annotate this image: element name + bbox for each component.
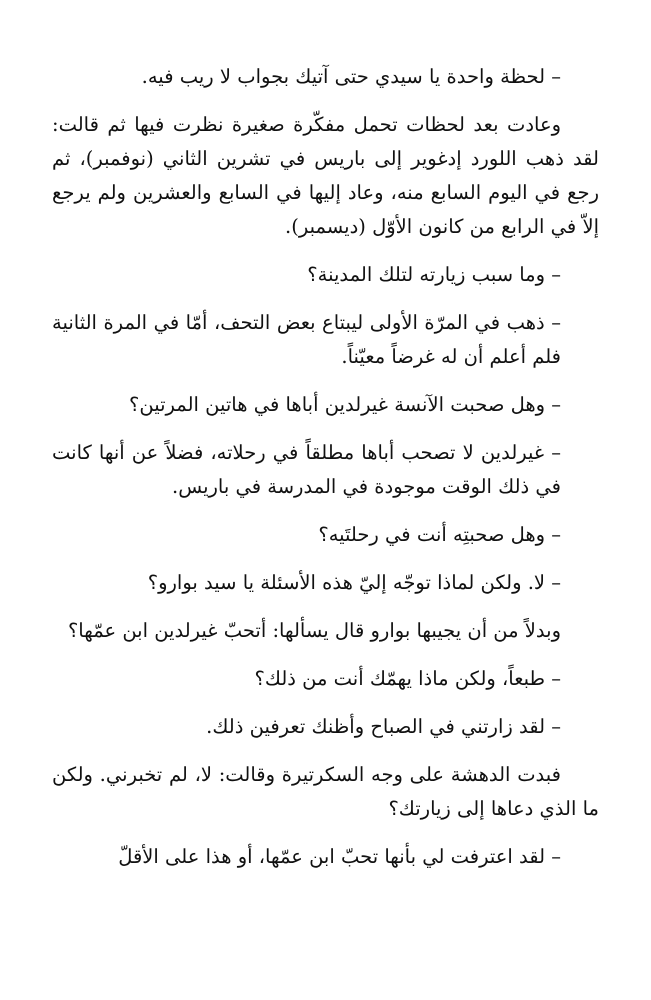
paragraph-dialogue: – وما سبب زيارته لتلك المدينة؟ [307, 263, 561, 286]
paragraph-dialogue: – وهل صحبتِه أنت في رحلتَيه؟ [318, 523, 561, 546]
paragraph-dialogue: – طبعاً، ولكن ماذا يهمّك أنت من ذلك؟ [254, 667, 561, 690]
paragraph-dialogue: – ذهب في المرّة الأولى ليبتاع بعض التحف، أمّا في المرة الثانية فلم أعلم أن له غرضاً معيّناً. [52, 311, 561, 368]
paragraph-dialogue: – غيرلدين لا تصحب أباها مطلقاً في رحلاته، فضلاً عن أنها كانت في ذلك الوقت موجودة في المدرسة في باريس. [52, 441, 561, 498]
paragraph-dialogue: – لقد اعترفت لي بأنها تحبّ ابن عمّها، أو هذا على الأقلّ [118, 845, 561, 868]
paragraph-narration: وبدلاً من أن يجيبها بوارو قال يسألها: أتحبّ غيرلدين ابن عمّها؟ [67, 619, 561, 642]
paragraph-dialogue: – وهل صحبت الآنسة غيرلدين أباها في هاتين المرتين؟ [129, 393, 561, 416]
paragraph-narration: وعادت بعد لحظات تحمل مفكّرة صغيرة نظرت فيها ثم قالت: لقد ذهب اللورد إدغوير إلى باريس في تشرين الثاني (نوفمبر)، ثم رجع في اليوم السابع منه، وعاد إليها في السابع والعشرين ولم يرجع إلاّ في الرابع من كانون الأوّل (ديسمبر). [52, 113, 599, 238]
paragraph-dialogue: – لا. ولكن لماذا توجّه إليّ هذه الأسئلة يا سيد بوارو؟ [147, 571, 561, 594]
paragraph-dialogue: – لحظة واحدة يا سيدي حتى آتيك بجواب لا ريب فيه. [141, 65, 561, 88]
paragraph-dialogue: – لقد زارتني في الصباح وأظنك تعرفين ذلك. [206, 715, 561, 738]
paragraph-narration: فبدت الدهشة على وجه السكرتيرة وقالت: لا، لم تخبرني. ولكن ما الذي دعاها إلى زيارتك؟ [52, 763, 599, 820]
